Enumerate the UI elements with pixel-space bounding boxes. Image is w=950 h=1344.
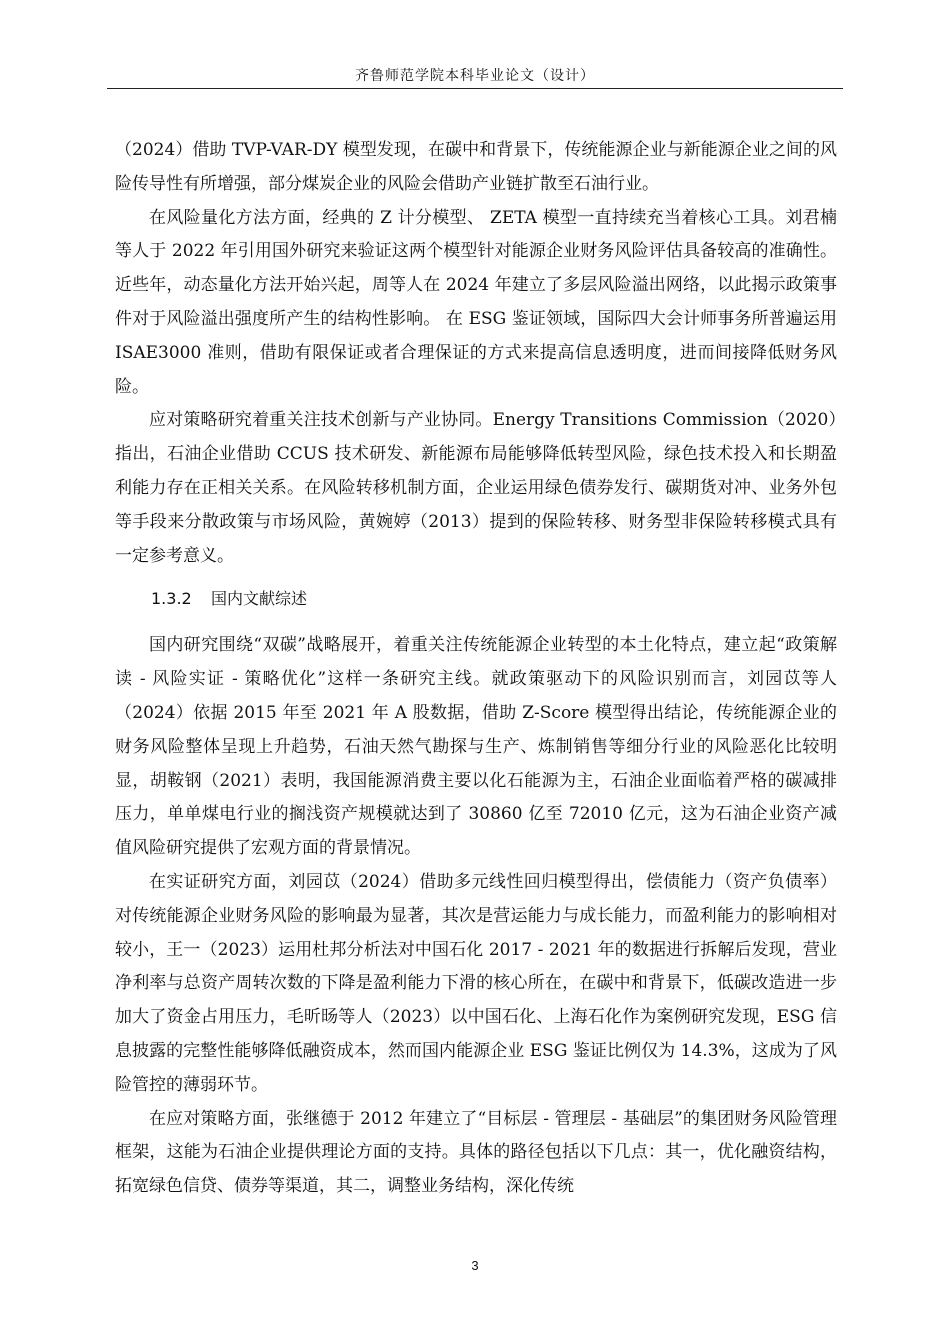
paragraph-response-strategy: 在应对策略方面，张继德于 2012 年建立了“目标层 - 管理层 - 基础层”的集团财务风险管理框架，这能为石油企业提供理论方面的支持。具体的路径包括以下几点：其一，优化融资结构，拓宽绿色信贷、债券等渠道，其二，调整业务结构，深化传统 xyxy=(115,1108,837,1197)
paragraph-continuation: （2024）借助 TVP-VAR-DY 模型发现，在碳中和背景下，传统能源企业与新能源企业之间的风险传导性有所增强，部分煤炭企业的风险会借助产业链扩散至石油行业。 xyxy=(115,140,837,194)
header-divider xyxy=(107,88,843,89)
paragraph-risk-quantification: 在风险量化方法方面，经典的 Z 计分模型、 ZETA 模型一直持续充当着核心工具。刘君楠等人于 2022 年引用国外研究来验证这两个模型针对能源企业财务风险评估具备较高的准确性。近些年，动态量化方法开始兴起，周等人在 2024 年建立了多层风险溢出网络，以此揭示政策事件对于风险溢出强度所产生的结构性影响。 在 ESG 鉴证领域，国际四大会计师事务所普遍运用 ISAE3000 准则，借助有限保证或者合理保证的方式来提高信息透明度，进而间接降低财务风险。 xyxy=(115,207,837,397)
section-title: 国内文献综述 xyxy=(211,589,308,609)
page-header-title: 齐鲁师范学院本科毕业论文（设计） xyxy=(355,68,595,84)
paragraph-domestic-overview: 国内研究围绕“双碳”战略展开，着重关注传统能源企业转型的本土化特点，建立起“政策解读 - 风险实证 - 策略优化”这样一条研究主线。就政策驱动下的风险识别而言，刘园苡等人（2024）依据 2015 年至 2021 年 A 股数据，借助 Z-Score 模型得出结论，传统能源企业的财务风险整体呈现上升趋势，石油天然气勘探与生产、炼制销售等细分行业的风险恶化比较明显，胡鞍钢（2021）表明，我国能源消费主要以化石能源为主，石油企业面临着严格的碳减排压力，单单煤电行业的搁浅资产规模就达到了 30860 亿至 72010 亿元，这为石油企业资产减值风险研究提供了宏观方面的背景情况。 xyxy=(115,635,837,859)
section-number: 1.3.2 xyxy=(151,589,192,609)
page-number: 3 xyxy=(471,1258,479,1273)
paragraph-empirical-research: 在实证研究方面，刘园苡（2024）借助多元线性回归模型得出，偿债能力（资产负债率）对传统能源企业财务风险的影响最为显著，其次是营运能力与成长能力，而盈利能力的影响相对较小，王一（2023）运用杜邦分析法对中国石化 2017 - 2021 年的数据进行拆解后发现，营业净利率与总资产周转次数的下降是盈利能力下滑的核心所在，在碳中和背景下，低碳改造进一步加大了资金占用压力，毛昕旸等人（2023）以中国石化、上海石化作为案例研究发现，ESG 信息披露的完整性能够降低融资成本，然而国内能源企业 ESG 鉴证比例仅为 14.3%，这成为了风险管控的薄弱环节。 xyxy=(115,871,837,1095)
document-body xyxy=(115,134,837,1204)
section-heading xyxy=(115,587,837,611)
paragraph-strategy-research: 应对策略研究着重关注技术创新与产业协同。Energy Transitions Commission（2020）指出，石油企业借助 CCUS 技术研发、新能源布局能够降低转型风险，绿色技术投入和长期盈利能力存在正相关关系。在风险转移机制方面，企业运用绿色债券发行、碳期货对冲、业务外包等手段来分散政策与市场风险，黄婉婷（2013）提到的保险转移、财务型非保险转移模式具有一定参考意义。 xyxy=(115,410,837,566)
